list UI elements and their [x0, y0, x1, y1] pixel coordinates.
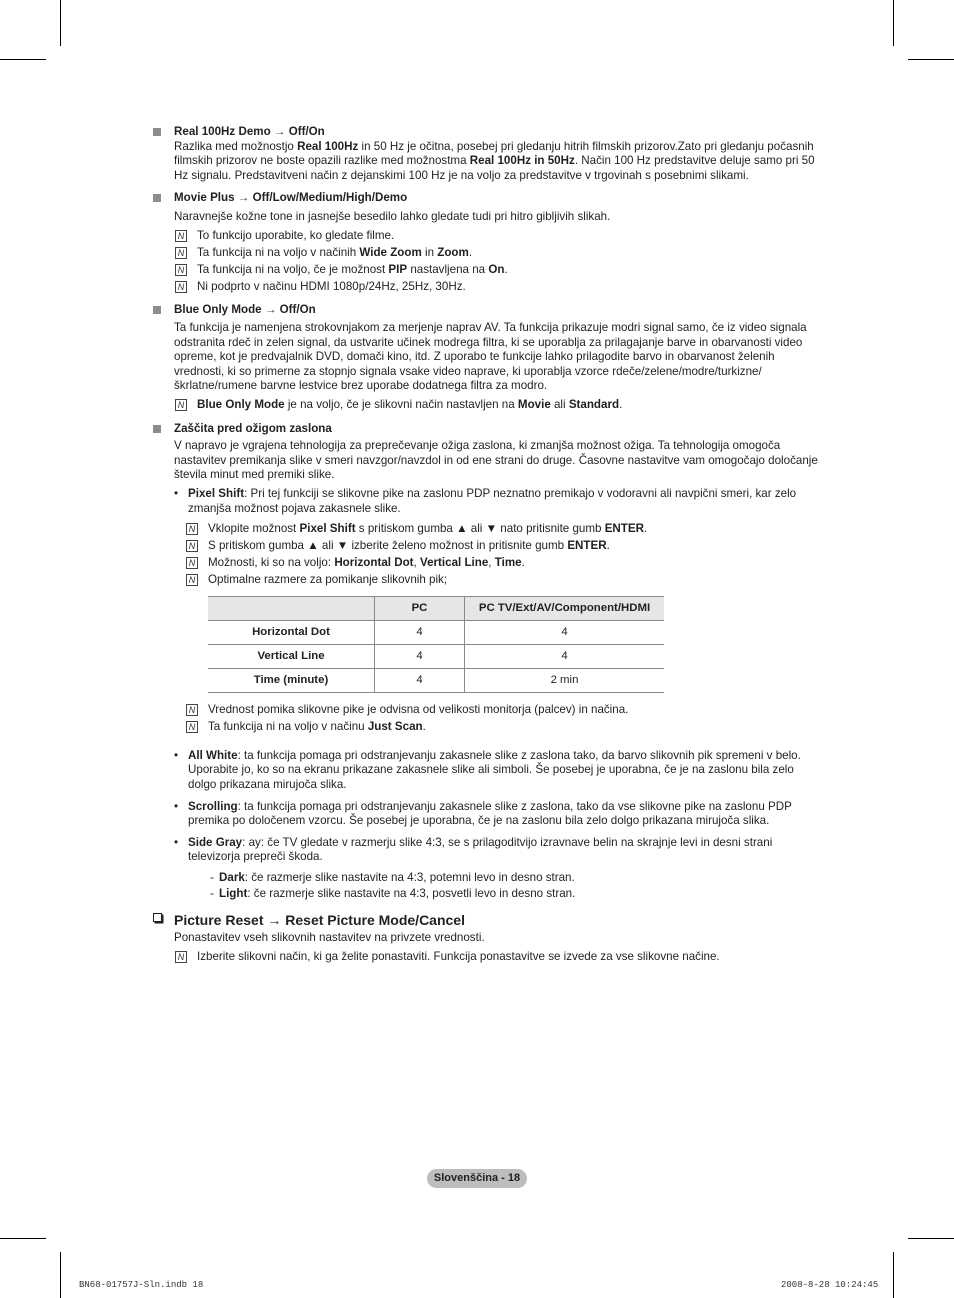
- bullet-dot: •: [174, 835, 179, 849]
- crop-mark: [0, 59, 46, 60]
- note-icon: N: [175, 951, 187, 963]
- page-content: [153, 125, 825, 964]
- note-item: N Možnosti, ki so na voljo: Horizontal Dot, Vertical Line, Time.: [188, 556, 825, 571]
- section-picture-reset: [153, 911, 825, 964]
- note-item: N Ta funkcija ni na voljo, če je možnost PIP nastavljena na On.: [174, 263, 825, 278]
- bullet-all-white: • All White: ta funkcija pomaga pri odstranjevanju zakasnele slike z zaslona tako, da barvo slikovnih pik spremeni v belo. Uporabite jo, ko so na ekranu prikazane zakasnele slike ali simboli. Še posebej je uporabna, če je na zaslonu bila zelo dolgo prikazana mirujoča slika.: [174, 748, 801, 791]
- note-item: N Izberite slikovni način, ki ga želite ponastaviti. Funkcija ponastavitve se izvede za vse slikovne načine.: [174, 950, 825, 965]
- note-icon: N: [186, 574, 198, 586]
- note-item: N Optimalne razmere za pomikanje slikovnih pik;: [188, 573, 825, 588]
- section-title: Zaščita pred ožigom zaslona: [174, 421, 332, 435]
- section-movie-plus: [153, 191, 825, 294]
- dash-item-dark: - Dark: če razmerje slike nastavite na 4:3, potemni levo in desno stran.: [210, 870, 575, 884]
- bullet-scrolling: • Scrolling: ta funkcija pomaga pri odstranjevanju zakasnele slike z zaslona, tako da vse slikovne pike na zaslonu PDP premika po določenem vzorcu. Še posebej je uporabna, če je na zaslonu bila zelo dolgo prikazana mirujoča slika.: [174, 799, 792, 828]
- square-bullet-icon: [153, 425, 161, 433]
- note-icon: N: [175, 281, 187, 293]
- section-body: Ta funkcija je namenjena strokovnjakom za merjenje naprav AV. Ta funkcija prikazuje modri signal samo, če iz video signala odstranita rdeč in zelen signal, da ustvarite učinek modrega filtra, ki se uporablja za prilagajanje barve in obarvanosti video opreme, kot je predvajalnik DVD, domači kino, itd. Z uporabo te funkcije lahko prilagodite barvo in obarvanost želenih vrednosti, ki so primerne za stopnjo signala vsake video naprave, ki uporablja vzorce rdeče/zelene/modre/turkizne/škrlatne/rumene barvne lestvice brez uporabe dodatnega filtra za modro.: [174, 321, 807, 393]
- table-header-row: [208, 597, 664, 621]
- bullet-side-gray: • Side Gray: ay: če TV gledate v razmerju slike 4:3, se s prilagoditvijo izravnave belin na skrajnje levi in desni strani televizorja prepreči škoda. - Dark: če razmerje slike nastavite na 4:3, potemni levo in desno stran. - Light: če razmerje slike nastavite na 4:3, posvetli levo in desno stran.: [174, 836, 825, 902]
- note-item: N Ta funkcija ni na voljo v načinu Just Scan.: [188, 720, 825, 735]
- bullet-dot: •: [174, 799, 179, 813]
- table-header-cell: [208, 597, 375, 621]
- section-screen-burn-protection: [153, 422, 825, 902]
- table-row: [208, 669, 664, 693]
- note-icon: N: [175, 264, 187, 276]
- note-icon: N: [175, 230, 187, 242]
- bullet-dot: •: [174, 486, 179, 500]
- section-body: Ponastavitev vseh slikovnih nastavitev na privzete vrednosti.: [174, 931, 485, 945]
- crop-mark: [60, 1252, 61, 1298]
- note-item: N To funkcijo uporabite, ko gledate filme.: [174, 229, 825, 244]
- section-body: V napravo je vgrajena tehnologija za preprečevanje ožiga zaslona, ki zmanjša možnost ožiga. Ta tehnologija omogoča nastavitev premikanja slike v smeri navzgor/navzdol in od ene strani do druge. Časovne nastavitve vam omogočajo določanje števila minut med premiki slike.: [174, 439, 818, 482]
- print-timestamp: 2008-8-28 10:24:45: [781, 1280, 879, 1290]
- crop-mark: [0, 1238, 46, 1239]
- bullet-dot: •: [174, 748, 179, 762]
- note-icon: N: [186, 523, 198, 535]
- checkbox-bullet-icon: [153, 913, 162, 922]
- section-blue-only-mode: [153, 303, 825, 412]
- note-icon: N: [175, 247, 187, 259]
- table-cell: 2 min: [465, 669, 665, 693]
- table-cell: 4: [465, 621, 665, 645]
- crop-mark: [893, 0, 894, 46]
- table-cell: Vertical Line: [208, 645, 375, 669]
- note-item: N Ta funkcija ni na voljo v načinih Wide Zoom in Zoom.: [174, 246, 825, 261]
- dash-item-light: - Light: če razmerje slike nastavite na 4:3, posvetli levo in desno stran.: [210, 887, 576, 901]
- table-row: [208, 621, 664, 645]
- table-cell: 4: [465, 645, 665, 669]
- note-icon: N: [175, 399, 187, 411]
- section-body: Naravnejše kožne tone in jasnejše besedilo lahko gledate tudi pri hitro gibljivih slikah.: [174, 209, 611, 223]
- note-item: N Blue Only Mode je na voljo, če je slikovni način nastavljen na Movie ali Standard.: [174, 398, 825, 413]
- square-bullet-icon: [153, 306, 161, 314]
- section-title: Real 100Hz Demo → Off/On: [174, 125, 325, 138]
- dash-mark: -: [210, 870, 214, 884]
- section-body: Razlika med možnostjo Real 100Hz in 50 Hz je očitna, posebej pri gledanju hitrih filmskih prizorov.Zato pri gledanju počasnih filmskih prizorov ne boste opazili razlike med možnostma Real 100Hz in 50Hz. Način 100 Hz predstavitve deluje samo pri 50 Hz signalu. Predstavitveni način z dejanskimi 100 Hz je na voljo za predstavitve v trgovinah s posebnimi slikami.: [174, 139, 815, 182]
- print-file-info: BN68-01757J-Sln.indb 18: [79, 1280, 204, 1290]
- bullet-pixel-shift: • Pixel Shift: Pri tej funkciji se slikovne pike na zaslonu PDP neznatno premikajo v vodoravni ali navpični smeri, kar zelo zmanjša možnost pojava zakasnele slike. N Vklopite možnost Pixel Shift s pritiskom gumba ▲ ali ▼ nato pritisnite gumb ENTER. N S pritiskom gumba ▲ ali ▼ izberite želeno možnost in pritisnite gumb ENTER. N Možnosti, ki so na voljo: Horizontal Dot, Vertical Line, Time. N Optimalne razmere za pomikanje slikovnih pik; PC PC TV/Ext/AV/Component/HDMI Horizontal Dot 4 4 Vertical Line 4 4 Time (minute) 4 2 min N Vrednost pomika slikovne pike je odvisna od velikosti monitorja (palcev) in načina. N Ta funkcija ni na voljo v načinu Just Scan.: [174, 487, 825, 735]
- note-item: N Vklopite možnost Pixel Shift s pritiskom gumba ▲ ali ▼ nato pritisnite gumb ENTER.: [188, 522, 825, 537]
- note-icon: N: [186, 557, 198, 569]
- crop-mark: [908, 1238, 954, 1239]
- dash-mark: -: [210, 887, 214, 901]
- table-header-cell: PC: [375, 597, 465, 621]
- section-title: Picture Reset → Reset Picture Mode/Cancel: [174, 912, 465, 929]
- crop-mark: [893, 1252, 894, 1298]
- section-title: Movie Plus → Off/Low/Medium/High/Demo: [174, 191, 408, 205]
- table-cell: 4: [375, 669, 465, 693]
- table-header-cell: PC TV/Ext/AV/Component/HDMI: [465, 597, 665, 621]
- square-bullet-icon: [153, 194, 161, 202]
- note-item: N S pritiskom gumba ▲ ali ▼ izberite želeno možnost in pritisnite gumb ENTER.: [188, 539, 825, 554]
- table-cell: Time (minute): [208, 669, 375, 693]
- pixel-shift-table: [208, 596, 664, 693]
- section-real-100hz-demo: [153, 125, 825, 183]
- page-number-badge: Slovenščina - 18: [427, 1169, 527, 1188]
- table-cell: Horizontal Dot: [208, 621, 375, 645]
- note-item: N Ni podprto v načinu HDMI 1080p/24Hz, 25Hz, 30Hz.: [174, 280, 825, 295]
- table-cell: 4: [375, 645, 465, 669]
- section-title: Blue Only Mode → Off/On: [174, 303, 316, 317]
- crop-mark: [60, 0, 61, 46]
- note-icon: N: [186, 704, 198, 716]
- table-cell: 4: [375, 621, 465, 645]
- crop-mark: [908, 59, 954, 60]
- table-row: [208, 645, 664, 669]
- square-bullet-icon: [153, 128, 161, 136]
- note-icon: N: [186, 721, 198, 733]
- note-item: N Vrednost pomika slikovne pike je odvisna od velikosti monitorja (palcev) in načina.: [188, 703, 825, 718]
- note-icon: N: [186, 540, 198, 552]
